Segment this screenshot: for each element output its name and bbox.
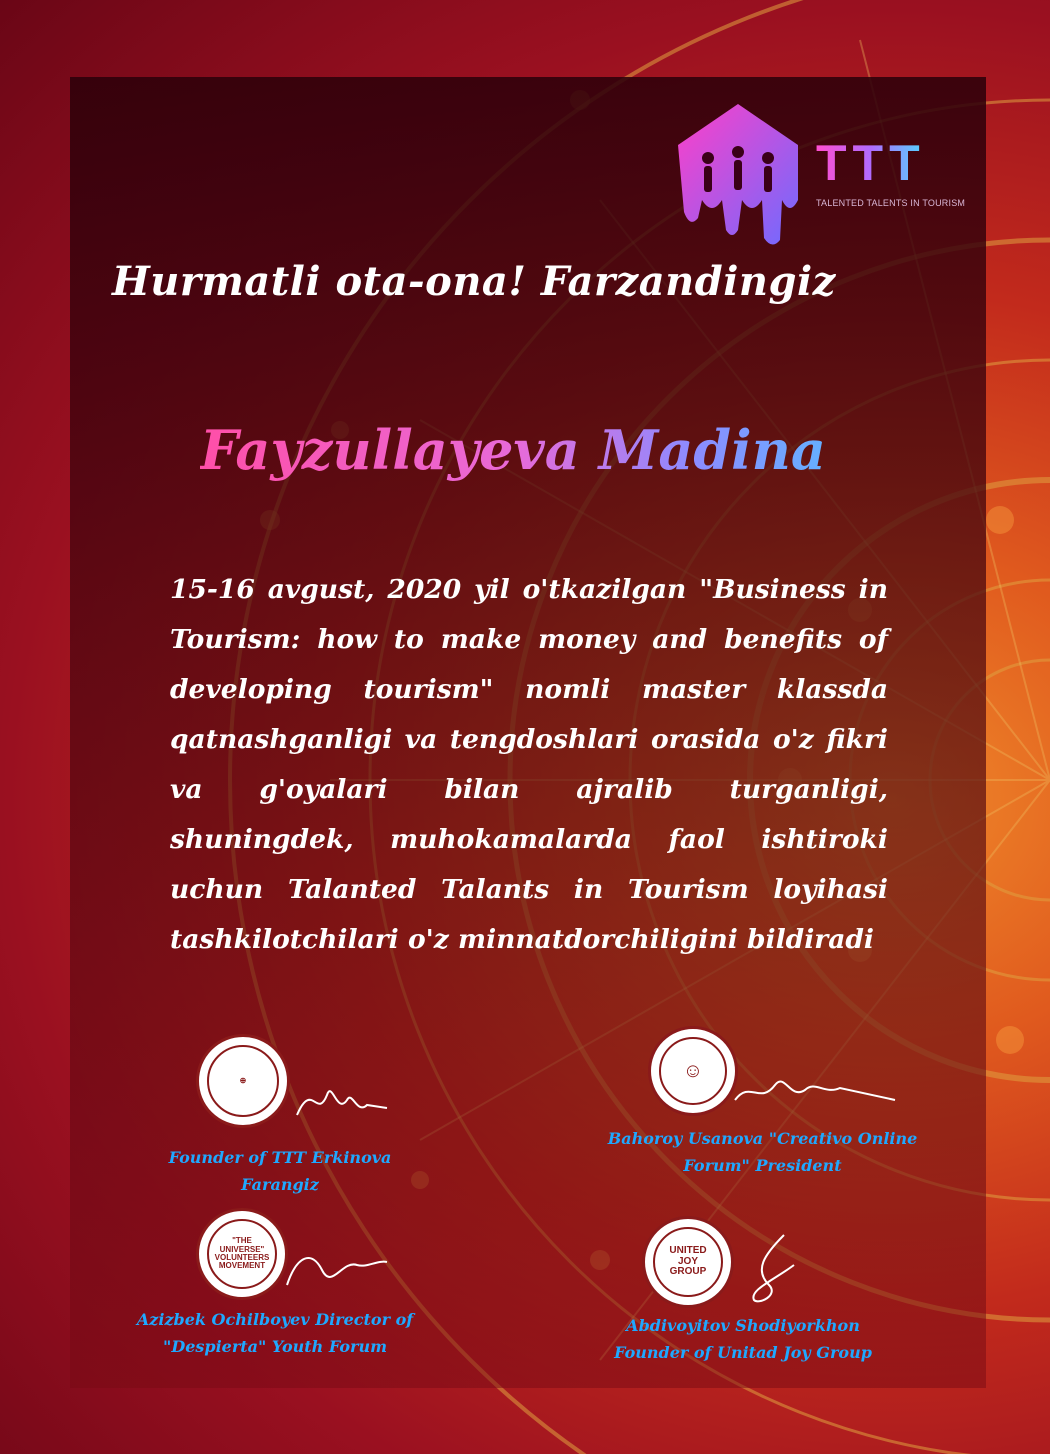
signatory-caption: Azizbek Ochilboyev Director of "Despierta" Youth Forum — [136, 1310, 414, 1356]
recipient-name: Fayzullayeva Madina — [200, 418, 900, 482]
signatory-caption: Founder of TTT Erkinova Farangiz — [168, 1148, 392, 1194]
signatory-caption: Bahoroy Usanova "Creativo Online Forum" President — [607, 1129, 918, 1175]
greeting-heading: Hurmatli ota-ona! Farzandingiz — [112, 258, 836, 305]
signature-icon — [292, 1070, 392, 1130]
united-joy-seal-icon: UNITED JOY GROUP — [642, 1216, 734, 1308]
signature-icon — [744, 1230, 804, 1310]
creativo-seal-icon: ☺ — [648, 1026, 738, 1116]
logo-brand: TTT — [816, 135, 926, 191]
volunteers-seal-icon: "THE UNIVERSE" VOLUNTEERS MOVEMENT — [196, 1208, 288, 1300]
signature-icon — [730, 1060, 900, 1120]
certificate-body: 15-16 avgust, 2020 yil o'tkazilgan "Business in Tourism: how to make money and benefits of developing tourism" nomli master klassda qatnashganligi va tengdoshlari orasida o'z fikri va g'oyalari bilan ajralib turganligi, shuningdek, muhokamalarda faol ishtiroki uchun Talanted Talants in Tourism loyihasi tashkilotchilari o'z minnatdorchiligini bildiradi — [170, 574, 888, 955]
ttt-seal-icon: ⊕ — [196, 1034, 290, 1128]
logo-tagline: TALENTED TALENTS IN TOURISM — [816, 198, 966, 208]
signature-icon — [282, 1240, 392, 1300]
signatory-caption: Abdivoyitov Shodiyorkhon Founder of Unitad Joy Group — [614, 1316, 872, 1362]
